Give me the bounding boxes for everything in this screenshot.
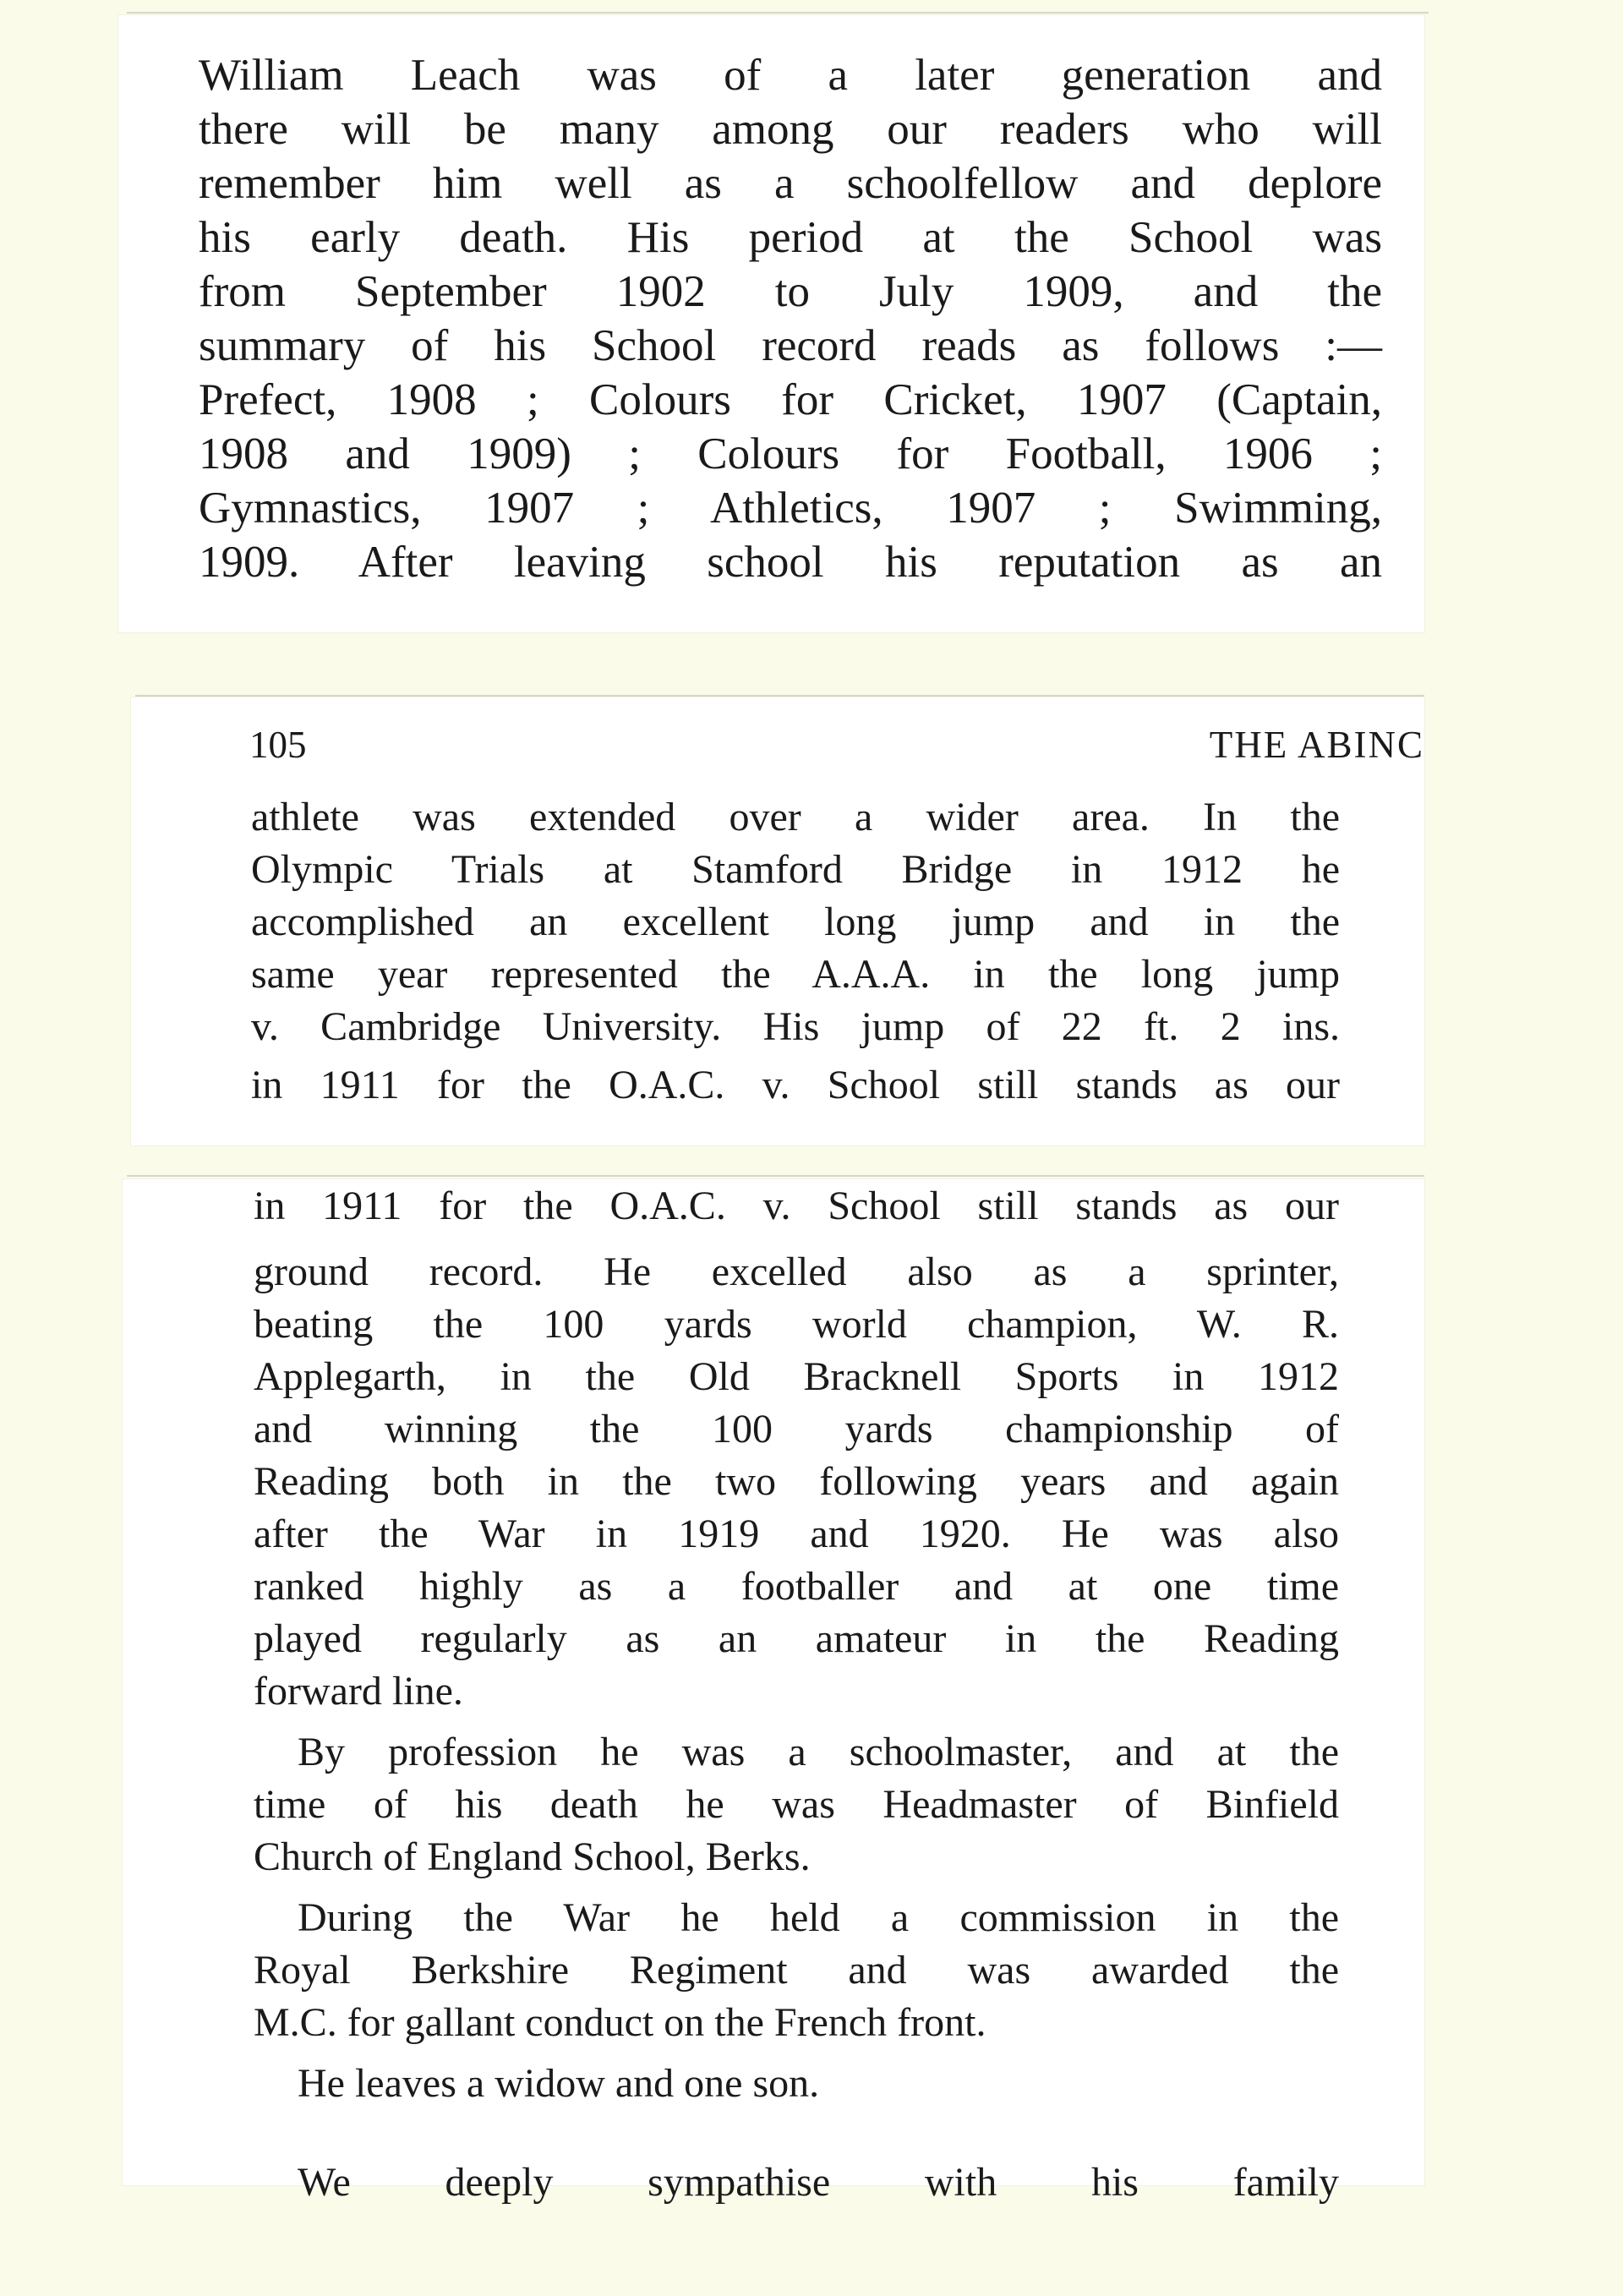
page-header <box>249 723 1424 774</box>
text-line-partial: We deeply sympathise with his family <box>298 2160 1339 2205</box>
text-line: time of his death he was Headmaster of Binfield <box>254 1782 1339 1827</box>
clipping-edge-2 <box>135 695 1424 697</box>
text-line-partial: in 1911 for the O.A.C. v. School still stands as our <box>254 1184 1339 1228</box>
text-line: Applegarth, in the Old Bracknell Sports in 1912 <box>254 1354 1339 1399</box>
text-line: During the War he held a commission in the <box>298 1895 1339 1940</box>
text-line: M.C. for gallant conduct on the French front. <box>254 2000 986 2045</box>
text-line: from September 1902 to July 1909, and the <box>199 267 1382 316</box>
text-line: his early death. His period at the School was <box>199 213 1382 262</box>
text-line: Gymnastics, 1907 ; Athletics, 1907 ; Swimming, <box>199 484 1382 533</box>
text-line: Reading both in the two following years and again <box>254 1459 1339 1504</box>
text-line: beating the 100 yards world champion, W. R. <box>254 1302 1339 1347</box>
text-line: summary of his School record reads as follows :— <box>199 321 1382 370</box>
clipping-2 <box>131 697 1424 1145</box>
text-line-partial: in 1911 for the O.A.C. v. School still stands as our <box>251 1063 1340 1107</box>
text-line: Prefect, 1908 ; Colours for Cricket, 1907 (Captain, <box>199 375 1382 424</box>
text-line: accomplished an excellent long jump and in the <box>251 899 1340 944</box>
text-line: there will be many among our readers who will <box>199 105 1382 154</box>
text-line: forward line. <box>254 1669 463 1714</box>
cut-off-line-top <box>254 1184 1339 1233</box>
clipping-3 <box>123 1179 1424 2205</box>
text-line: played regularly as an amateur in the Reading <box>254 1616 1339 1661</box>
text-line: 1909. After leaving school his reputation as an <box>199 538 1382 587</box>
text-line: after the War in 1919 and 1920. He was also <box>254 1512 1339 1556</box>
clipping-1 <box>118 15 1424 632</box>
running-head: THE ABINC <box>1209 724 1424 766</box>
clipping-edge-1 <box>127 12 1429 14</box>
text-line: and winning the 100 yards championship of <box>254 1407 1339 1451</box>
text-line: He leaves a widow and one son. <box>298 2061 820 2106</box>
text-line: athlete was extended over a wider area. In the <box>251 795 1340 839</box>
text-line: Royal Berkshire Regiment and was awarded the <box>254 1948 1339 1993</box>
text-line: Olympic Trials at Stamford Bridge in 1912 he <box>251 847 1340 892</box>
cut-off-line-bottom <box>254 2160 1339 2205</box>
text-line: ground record. He excelled also as a sprinter, <box>254 1249 1339 1294</box>
text-line: By profession he was a schoolmaster, and at the <box>298 1730 1339 1774</box>
text-line: remember him well as a schoolfellow and deplore <box>199 159 1382 208</box>
clipping-edge-3 <box>127 1175 1424 1177</box>
text-line: ranked highly as a footballer and at one time <box>254 1564 1339 1609</box>
text-line: 1908 and 1909) ; Colours for Football, 1906 ; <box>199 429 1382 478</box>
text-line: v. Cambridge University. His jump of 22 ft. 2 ins. <box>251 1004 1340 1049</box>
text-line: Church of England School, Berks. <box>254 1834 811 1879</box>
cut-off-line <box>251 1063 1340 1107</box>
text-line: same year represented the A.A.A. in the long jump <box>251 952 1340 997</box>
page-number: 105 <box>249 724 307 766</box>
text-line: William Leach was of a later generation and <box>199 51 1382 100</box>
